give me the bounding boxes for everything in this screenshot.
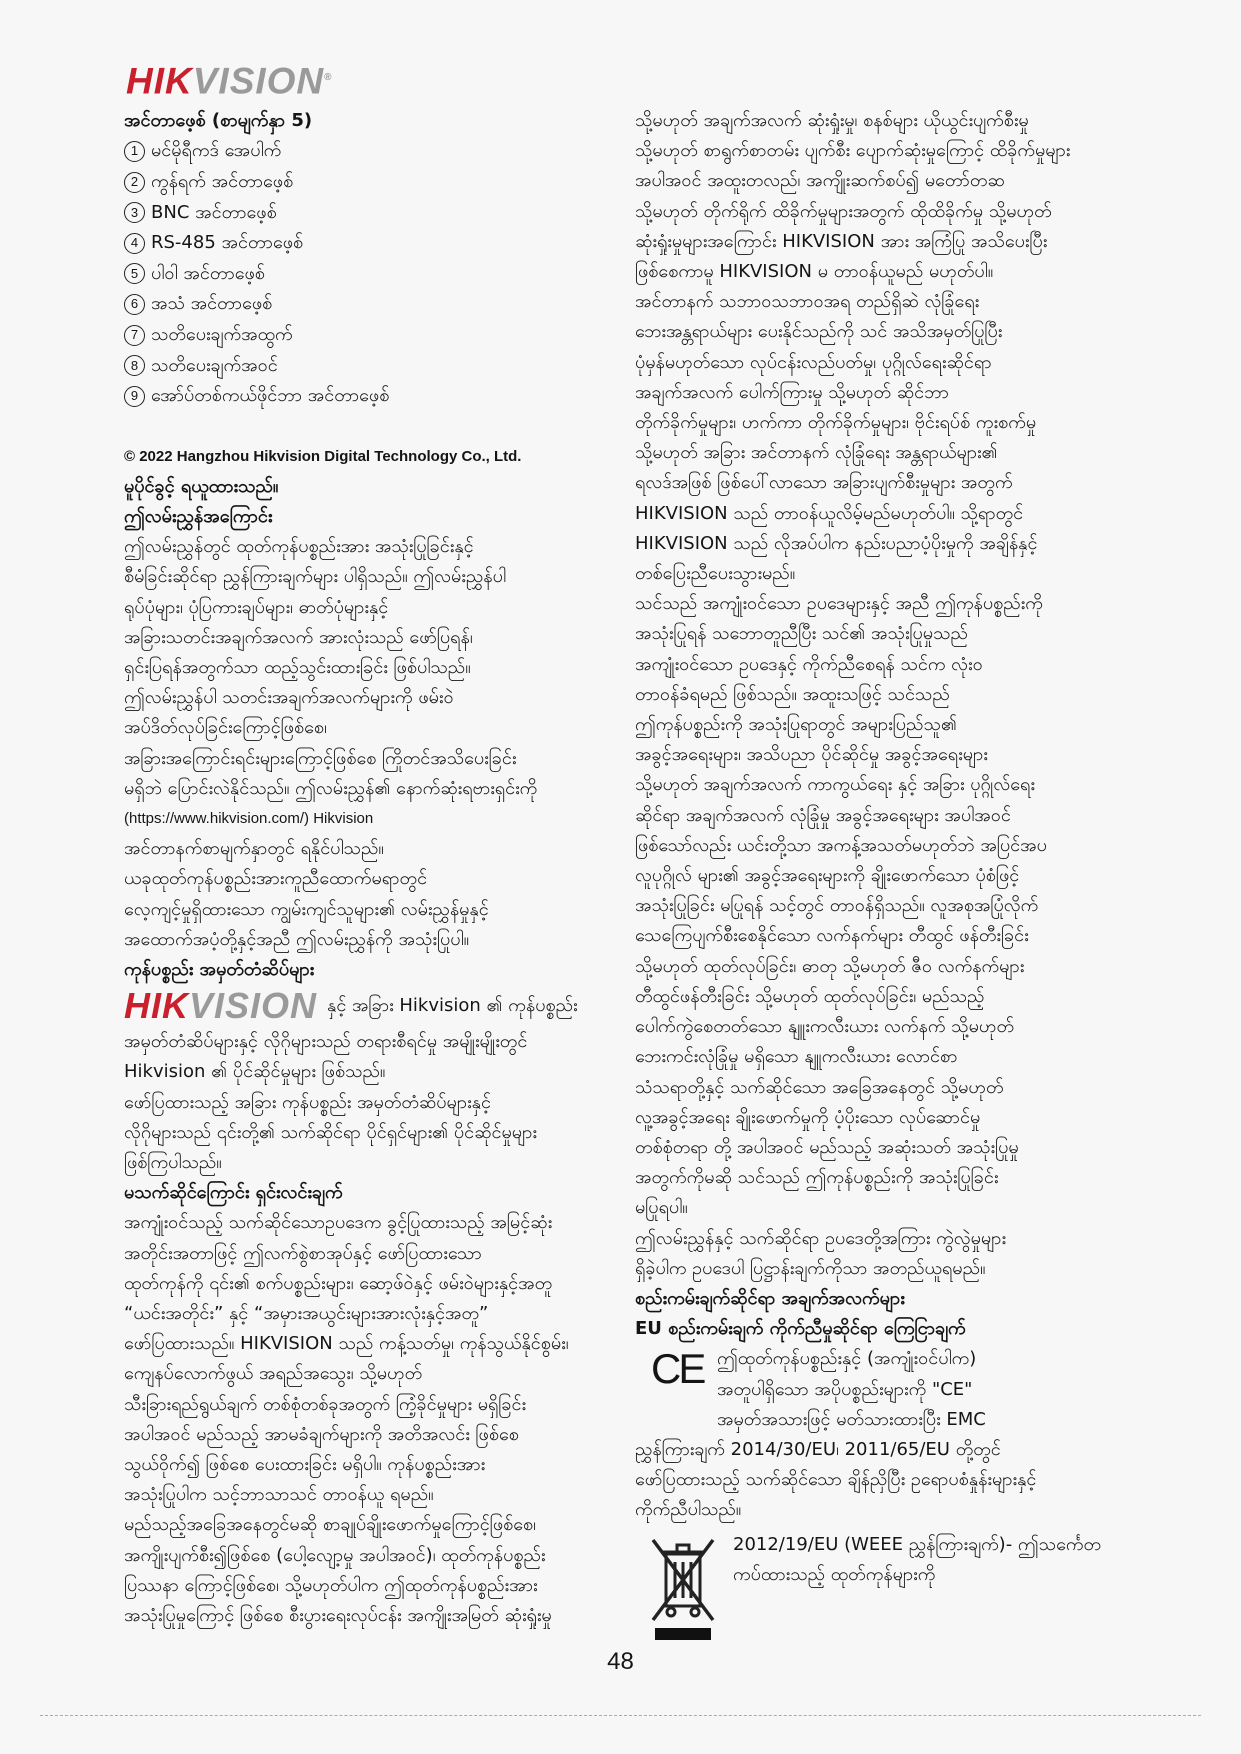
hikvision-inline-logo: HIKVISION: [124, 985, 318, 1027]
text-line: အသုံးပြုရန် သဘောတူညီပြီး သင်၏ အသုံးပြုမှုသည်: [635, 623, 968, 645]
text-line: အသုံးပြုပါက သင့်ဘာသာသင် တာဝန်ယူ ရမည်။: [124, 1484, 434, 1506]
text-line: ရုပ်ပုံများ၊ ပုံပြကားချပ်များ၊ ဓာတ်ပုံများနှင့်: [124, 596, 389, 618]
text-line: ရှင်းပြရန်အတွက်သာ ထည့်သွင်းထားခြင်း ဖြစ်ပါသည်။: [124, 656, 471, 678]
legend-item: [124, 228, 624, 259]
legal-text: [635, 106, 1135, 1344]
legend-label: ပါဝါ အင်တာဖေ့စ်: [151, 262, 265, 284]
text-line: အတိုင်းအတာဖြင့် ဤလက်စွဲစာအုပ်နှင့် ဖော်ပြထားသော: [124, 1242, 482, 1264]
text-line: သို့မဟုတ် အချက်အလက် ကာကွယ်ရေး နှင့် အခြား ပုဂ္ဂိုလ်ရေး: [635, 774, 1035, 796]
section-heading: ဤလမ်းညွှန်အကြောင်း: [124, 505, 273, 527]
legend-label: အော်ပ်တစ်ကယ်ဖိုင်ဘာ အင်တာဖေ့စ်: [151, 385, 390, 407]
legend-item: [124, 136, 624, 167]
text-line: ထုတ်ကုန်ကို ၎င်း၏ စက်ပစ္စည်းများ၊ ဆော့ဖ်ဝဲနှင့် ဖမ်းဝဲများနှင့်အတူ: [124, 1272, 553, 1294]
text-line: ပြဿနာ ကြောင့်ဖြစ်စေ၊ သို့မဟုတ်ပါက ဤထုတ်ကုန်ပစ္စည်းအား: [124, 1574, 538, 1596]
text-line: Hikvision ၏ ပိုင်ဆိုင်မှုများ ဖြစ်သည်။: [124, 1061, 386, 1083]
text-line: HIKVISION သည် လိုအပ်ပါက နည်းပညာပံ့ပိုးမှုကို အချိန်နှင့်: [635, 532, 1038, 554]
ce-text: [717, 1344, 986, 1435]
text-line: အပ်ဒိတ်လုပ်ခြင်းကြောင့်ဖြစ်စေ၊: [124, 717, 327, 739]
logo-hik-text: HIK: [126, 60, 193, 102]
text-line: စီမံခြင်းဆိုင်ရာ ညွှန်ကြားချက်များ ပါရှိသည်။ ဤလမ်းညွှန်ပါ: [124, 566, 506, 588]
text-line: တိုက်ခိုက်မှုများ၊ ဟက်ကာ တိုက်ခိုက်မှုများ၊ ဗိုင်းရပ်စ် ကူးစက်မှု: [635, 412, 1037, 434]
circled-number: 5: [124, 263, 145, 284]
text-line: ယခုထုတ်ကုန်ပစ္စည်းအားကူညီထောက်မရာတွင်: [124, 868, 428, 890]
text-line: ဖြစ်သော်လည်း ယင်းတို့သာ အကန့်အသတ်မဟုတ်ဘဲ အပြင်အပ: [635, 834, 1047, 856]
section-heading: EU စည်းကမ်းချက် ကိုက်ညီမှုဆိုင်ရာ ကြေငြာချက်: [635, 1318, 966, 1340]
ce-line: အမှတ်အသားဖြင့် မတ်သားထားပြီး EMC: [717, 1408, 986, 1430]
text-line: အပါအဝင် မည်သည့် အာမခံချက်များကို အတိအလင်း ဖြစ်စေ: [124, 1423, 519, 1445]
trademark-line: [124, 985, 624, 1027]
circled-number: 9: [124, 386, 145, 407]
text-line: ဤလမ်းညွှန်ပါ သတင်းအချက်အလက်များကို ဖမ်းဝဲ: [124, 687, 454, 709]
text-line: ပုံမှန်မဟုတ်သော လုပ်ငန်းလည်ပတ်မှု၊ ပုဂ္ဂိုလ်ရေးဆိုင်ရာ: [635, 351, 992, 373]
ce-line: အတူပါရှိသော အပိုပစ္စည်းများကို "CE": [717, 1378, 973, 1400]
text-line: အင်တာနက် သဘာဝသဘာဝအရ တည်ရှိဆဲ လုံခြုံရေး: [635, 291, 980, 313]
text-line: ဘေးအန္တရာယ်များ ပေးနိုင်သည်ကို သင် အသိအမှတ်ပြုပြီး: [635, 321, 1003, 343]
text-line: တစ်ပြေးညီပေးသွားမည်။: [635, 563, 796, 585]
legend-item: [124, 320, 624, 351]
circled-number: 8: [124, 355, 145, 376]
ce-mark-icon: CE: [651, 1345, 704, 1393]
text-line: သံသရာတို့နှင့် သက်ဆိုင်သော အခြေအနေတွင် သို့မဟုတ်: [635, 1076, 1004, 1098]
legend-label: အသံ အင်တာဖေ့စ်: [151, 293, 273, 315]
page-number: 48: [607, 1648, 634, 1675]
text-line: သို့မဟုတ် တိုက်ရိုက် ထိခိုက်မှုများအတွက် ထိုထိခိုက်မှု သို့မဟုတ်: [635, 200, 1052, 222]
section-heading: မသက်ဆိုင်ကြောင်း ရှင်းလင်းချက်: [124, 1182, 343, 1204]
circled-number: 4: [124, 233, 145, 254]
text-line: တီထွင်ဖန်တီးခြင်း သို့မဟုတ် ထုတ်လုပ်ခြင်း၊ မည်သည့်: [635, 985, 985, 1007]
text-line: ကျေနပ်လောက်ဖွယ် အရည်အသွေး၊ သို့မဟုတ်: [124, 1363, 423, 1385]
text-line: သွယ်ဝိုက်၍ ဖြစ်စေ ပေးထားခြင်း မရှိပါ။ ကုန်ပစ္စည်းအား: [124, 1454, 486, 1476]
text-line: ဖော်ပြထားသည်။ HIKVISION သည် ကန့်သတ်မှု၊ ကုန်သွယ်နိုင်စွမ်း၊: [124, 1333, 569, 1355]
text-line: လေ့ကျင့်မှုရှိထားသော ကျွမ်းကျင်သူများ၏ လမ်းညွှန်မှုနှင့်: [124, 898, 489, 920]
legend-item: [124, 167, 624, 198]
text-line: (https://www.hikvision.com/) Hikvision: [124, 809, 374, 827]
text-line: အမှတ်တံဆိပ်များနှင့် လိုဂိုများသည် တရားစီရင်မှု အမျိုးမျိုးတွင်: [124, 1031, 528, 1053]
text-line: HIKVISION သည် တာဝန်ယူလိမ့်မည်မဟုတ်ပါ။ သို့ရာတွင်: [635, 502, 1024, 524]
text-line: မည်သည့်အခြေအနေတွင်မဆို စာချုပ်ချိုးဖောက်မှုကြောင့်ဖြစ်စေ၊: [124, 1514, 536, 1536]
text-line: လူ့အခွင့်အရေး ချိုးဖောက်မှုကို ပံ့ပိုးသော လုပ်ဆောင်မှု: [635, 1106, 981, 1128]
text-line: ရလဒ်အဖြစ် ဖြစ်ပေါ်လာသော အခြားပျက်စီးမှုများ အတွက်: [635, 472, 1013, 494]
text-line: အချက်အလက် ပေါက်ကြားမှု သို့မဟုတ် ဆိုင်ဘာ: [635, 381, 949, 403]
weee-line: ကပ်ထားသည့် ထုတ်ကုန်များကို: [733, 1563, 936, 1585]
intro-text: [124, 472, 624, 985]
legend-item: [124, 350, 624, 381]
section-heading: ကုန်ပစ္စည်း အမှတ်တံဆိပ်များ: [124, 959, 315, 980]
crossed-out-bin-icon: [649, 1532, 719, 1642]
text-line: အသုံးပြုခြင်း မပြုရန် သင့်တွင် တာဝန်ရှိသည်။ လူအစုအပြုံလိုက်: [635, 895, 1039, 917]
circled-number: 3: [124, 202, 145, 223]
text-line: ဆိုင်ရာ အချက်အလက် လုံခြုံမှု အခွင့်အရေးများ အပါအဝင်: [635, 804, 1011, 826]
trademark-suffix: နှင့် အခြား Hikvision ၏ ကုန်ပစ္စည်း: [327, 995, 578, 1017]
text-line: အကျုံးဝင်သည့် သက်ဆိုင်သောဥပဒေက ခွင့်ပြုထားသည့် အမြင့်ဆုံး: [124, 1212, 553, 1234]
text-line: ကိုက်ညီပါသည်။: [635, 1499, 742, 1521]
text-line: ဖြစ်ကြပါသည်။: [124, 1152, 222, 1174]
disclaimer-text: [124, 1027, 624, 1631]
text-line: တာဝန်ခံရမည် ဖြစ်သည်။ အထူးသဖြင့် သင်သည်: [635, 683, 950, 705]
legend-label: BNC အင်တာဖေ့စ်: [151, 201, 277, 223]
circled-number: 6: [124, 294, 145, 315]
text-line: ဤကုန်ပစ္စည်းကို အသုံးပြုရာတွင် အများပြည်သူ၏: [635, 714, 957, 736]
circled-number: 7: [124, 325, 145, 346]
text-line: သင်သည် အကျုံးဝင်သော ဥပဒေများနှင့် အညီ ဤကုန်ပစ္စည်းကို: [635, 593, 1043, 615]
weee-section: [635, 1530, 1135, 1642]
logo-registered-mark: ®: [324, 72, 333, 83]
section-heading: မူပိုင်ခွင့် ရယူထားသည်။: [124, 475, 279, 497]
text-line: အသုံးပြုမှုကြောင့် ဖြစ်စေ စီးပွားရေးလုပ်ငန်း အကျိုးအမြတ် ဆုံးရှုံးမှု: [124, 1605, 552, 1627]
weee-line: 2012/19/EU (WEEE ညွှန်ကြားချက်)- ဤသင်္ကေတ: [733, 1533, 1101, 1555]
legend-label: RS-485 အင်တာဖေ့စ်: [151, 232, 304, 254]
text-line: ဤလမ်းညွှန်တွင် ထုတ်ကုန်ပစ္စည်းအား အသုံးပြုခြင်းနှင့်: [124, 536, 474, 558]
ce-section: [635, 1344, 1135, 1435]
text-line: ဤလမ်းညွှန်နှင့် သက်ဆိုင်ရာ ဥပဒေတို့အကြား ကွဲလွဲမှုများ: [635, 1227, 1007, 1249]
copyright-line: © 2022 Hangzhou Hikvision Digital Technology Co., Ltd.: [124, 447, 522, 465]
legend-label: ကွန်ရက် အင်တာဖေ့စ်: [151, 170, 294, 192]
legend-label: သတိပေးချက်အဝင်: [151, 354, 278, 376]
legend-label: မင်မိုရီကဒ် အေပါက်: [151, 140, 282, 162]
text-line: အခြားအကြောင်းရင်းများကြောင့်ဖြစ်စေ ကြိုတင်အသိပေးခြင်း: [124, 747, 517, 769]
text-line: ဖြစ်စေကာမူ HIKVISION မ တာဝန်ယူမည် မဟုတ်ပါ။: [635, 261, 994, 283]
left-column: [124, 106, 624, 1631]
text-line: အကျုံးဝင်သော ဥပဒေနှင့် ကိုက်ညီစေရန် သင်က လုံးဝ: [635, 653, 983, 675]
text-line: ဖော်ပြထားသည့် သက်ဆိုင်သော ချိန်ညှိပြီး ဥရောပစံနှုန်းများနှင့်: [635, 1469, 1037, 1491]
ce-line: ဤထုတ်ကုန်ပစ္စည်းနှင့် (အကျုံးဝင်ပါက): [717, 1348, 977, 1370]
section-heading: စည်းကမ်းချက်ဆိုင်ရာ အချက်အလက်များ: [635, 1287, 905, 1309]
footer-divider: [40, 1715, 1201, 1716]
text-line: အခြားသတင်းအချက်အလက် အားလုံးသည် ဖော်ပြရန်၊: [124, 626, 473, 648]
text-line: အကျိုးပျက်စီး၍ဖြစ်စေ (ပေါ့လျော့မှု အပါအဝင်)၊ ထုတ်ကုန်ပစ္စည်း: [124, 1544, 546, 1566]
text-line: “ယင်းအတိုင်း” နှင့် “အမှားအယွင်းများအားလုံးနှင့်အတူ”: [124, 1303, 489, 1325]
legend-title: အင်တာဖေ့စ် (စာမျက်နှာ 5): [124, 110, 313, 131]
text-line: သို့မဟုတ် အခြား အင်တာနက် လုံခြုံရေး အန္တရာယ်များ၏: [635, 442, 998, 464]
legend-label: သတိပေးချက်အထွက်: [151, 323, 293, 345]
text-line: အခွင့်အရေးများ၊ အသိပညာ ပိုင်ဆိုင်မှု အခွင့်အရေးများ: [635, 744, 988, 766]
text-line: အင်တာနက်စာမျက်နှာတွင် ရနိုင်ပါသည်။: [124, 838, 384, 860]
ce-continuation: [635, 1435, 1135, 1526]
text-line: ရှိခဲ့ပါက ဥပဒေပါ ပြဋ္ဌာန်းချက်ကိုသာ အတည်ယူရမည်။: [635, 1257, 986, 1279]
legend-list: [124, 136, 624, 411]
legend-item: [124, 197, 624, 228]
text-line: သို့မဟုတ် ထုတ်လုပ်ခြင်း၊ ဓာတု သို့မဟုတ် ဇီဝ လက်နက်များ: [635, 955, 1025, 977]
text-line: သီးခြားရည်ရွယ်ချက် တစ်စုံတစ်ခုအတွက် ကြံ့ခိုင်မှုများ မရှိခြင်း: [124, 1393, 527, 1415]
text-line: မရှိဘဲ ပြောင်းလဲနိုင်သည်။ ဤလမ်းညွှန်၏ နောက်ဆုံးရဗားရှင်းကို: [124, 777, 538, 799]
text-line: ပေါက်ကွဲစေတတ်သော နျူးကလီးယား လက်နက် သို့မဟုတ်: [635, 1016, 1015, 1038]
legend-item: [124, 289, 624, 320]
text-line: မပြုရပါ။: [635, 1197, 688, 1219]
text-line: သို့မဟုတ် စာရွက်စာတမ်း ပျက်စီး ပျောက်ဆုံးမှုကြောင့် ထိခိုက်မှုများ: [635, 140, 1071, 162]
text-line: တစ်စုံတရာ တို့ အပါအဝင် မည်သည့် အဆုံးသတ် အသုံးပြုမှု: [635, 1136, 1019, 1158]
text-line: လိုဂိုများသည် ၎င်းတို့၏ သက်ဆိုင်ရာ ပိုင်ရှင်များ၏ ပိုင်ဆိုင်မှုများ: [124, 1121, 537, 1143]
text-line: ဘေးကင်းလုံခြုံမှု မရှိသော နျူကလီးယား လောင်စာ: [635, 1046, 958, 1068]
text-line: သေကြေပျက်စီးစေနိုင်သော လက်နက်များ တီထွင် ဖန်တီးခြင်း: [635, 925, 1029, 947]
text-line: အထောက်အပံ့တို့နှင့်အညီ ဤလမ်းညွှန်ကို အသုံးပြုပါ။: [124, 928, 470, 950]
legend-item: [124, 259, 624, 290]
text-line: အတွက်ကိုမဆို သင်သည် ဤကုန်ပစ္စည်းကို အသုံးပြုခြင်း: [635, 1167, 999, 1189]
circled-number: 1: [124, 141, 145, 162]
text-line: ဆုံးရှုံးမှုများအကြောင်း HIKVISION အား အကြံပြု အသိပေးပြီး: [635, 230, 1048, 252]
text-line: လူပုဂ္ဂိုလ် များ၏ အခွင့်အရေးများကို ချိုးဖောက်သော ပုံစံဖြင့်: [635, 865, 1020, 887]
hikvision-logo: [126, 56, 333, 103]
weee-text: [733, 1530, 1101, 1590]
logo-vision-text: VISION: [192, 60, 325, 102]
legend-item: [124, 381, 624, 412]
text-line: ဖော်ပြထားသည့် အခြား ကုန်ပစ္စည်း အမှတ်တံဆိပ်များနှင့်: [124, 1091, 491, 1113]
right-column: [635, 106, 1135, 1642]
text-line: ညွှန်ကြားချက် 2014/30/EU၊ 2011/65/EU တို့တွင်: [635, 1438, 1001, 1460]
circled-number: 2: [124, 172, 145, 193]
text-line: သို့မဟုတ် အချက်အလက် ဆုံးရှုံးမှု၊ စနစ်များ ယိုယွင်းပျက်စီးမှု: [635, 110, 1029, 131]
text-line: အပါအဝင် အထူးတလည်၊ အကျိုးဆက်စပ်၍ မတော်တဆ: [635, 170, 1005, 192]
